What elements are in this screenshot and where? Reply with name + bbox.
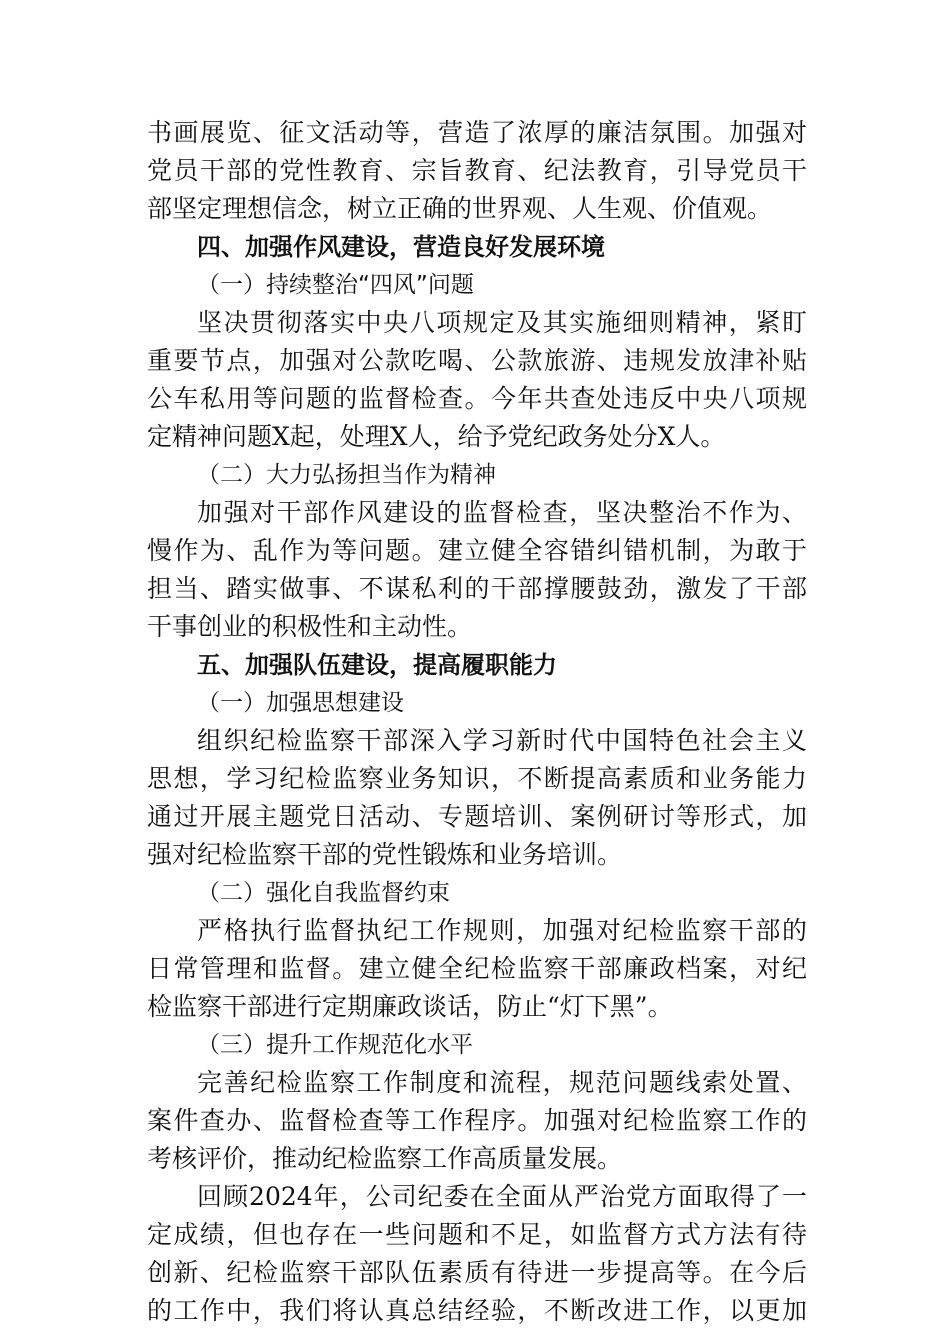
paragraph [147,304,807,456]
paragraph [147,494,807,646]
paragraph-line: 定精神问题X起，处理X人，给予党纪政务处分X人。 [147,422,726,451]
paragraph [147,1064,807,1178]
subsection-heading: （三）提升工作规范化水平 [197,1032,473,1058]
paragraph-line: 案件查办、监督检查等工作程序。加强对纪检监察工作的 [147,1106,807,1135]
subsection-heading: （二）强化自我监督约束 [197,880,450,906]
paragraph-line: 定成绩，但也存在一些问题和不足，如监督方式方法有待 [147,1220,807,1249]
paragraph-line: 思想，学习纪检监察业务知识，不断提高素质和业务能力 [147,764,807,793]
subsection-heading: （一）加强思想建设 [197,690,404,716]
paragraph-line: 通过开展主题党日活动、专题培训、案例研讨等形式，加 [147,802,807,831]
subsection-heading: （一）持续整治“四风”问题 [197,272,474,298]
paragraph-line: 创新、纪检监察干部队伍素质有待进一步提高等。在今后 [147,1258,807,1287]
paragraph-line: 严格执行监督执纪工作规则，加强对纪检监察干部的 [197,916,807,945]
section-heading: 五、加强队伍建设，提高履职能力 [197,651,557,679]
paragraph-line: 公车私用等问题的监督检查。今年共查处违反中央八项规 [147,384,807,413]
paragraph-line: 重要节点，加强对公款吃喝、公款旅游、违规发放津补贴 [147,346,807,375]
paragraph-line: 强对纪检监察干部的党性锻炼和业务培训。 [147,840,623,869]
paragraph [147,912,807,1026]
paragraph [147,722,807,874]
paragraph [147,1178,807,1330]
paragraph [147,114,807,228]
paragraph-line: 的工作中，我们将认真总结经验，不断改进工作，以更加 [147,1296,807,1325]
paragraph-line: 党员干部的党性教育、宗旨教育、纪法教育，引导党员干 [147,156,807,185]
paragraph-line: 部坚定理想信念，树立正确的世界观、人生观、价值观。 [147,194,773,223]
paragraph-line: 完善纪检监察工作制度和流程，规范问题线索处置、 [197,1068,807,1097]
paragraph-line: 回顾2024年，公司纪委在全面从严治党方面取得了一 [197,1182,807,1211]
paragraph-line: 加强对干部作风建设的监督检查，坚决整治不作为、 [197,498,807,527]
section-heading: 四、加强作风建设，营造良好发展环境 [197,233,605,261]
paragraph-line: 考核评价，推动纪检监察工作高质量发展。 [147,1144,623,1173]
paragraph-line: 慢作为、乱作为等问题。建立健全容错纠错机制，为敢于 [147,536,807,565]
paragraph-line: 日常管理和监督。建立健全纪检监察干部廉政档案，对纪 [147,954,807,983]
paragraph-line: 检监察干部进行定期廉政谈话，防止“灯下黑”。 [147,992,673,1021]
paragraph-line: 担当、踏实做事、不谋私利的干部撑腰鼓劲，激发了干部 [147,574,807,603]
paragraph-line: 组织纪检监察干部深入学习新时代中国特色社会主义 [197,726,807,755]
paragraph-line: 坚决贯彻落实中央八项规定及其实施细则精神，紧盯 [197,308,807,337]
subsection-heading: （二）大力弘扬担当作为精神 [197,462,496,488]
document-body [147,114,807,1330]
paragraph-line: 干事创业的积极性和主动性。 [147,612,473,641]
paragraph-line: 书画展览、征文活动等，营造了浓厚的廉洁氛围。加强对 [147,118,807,147]
